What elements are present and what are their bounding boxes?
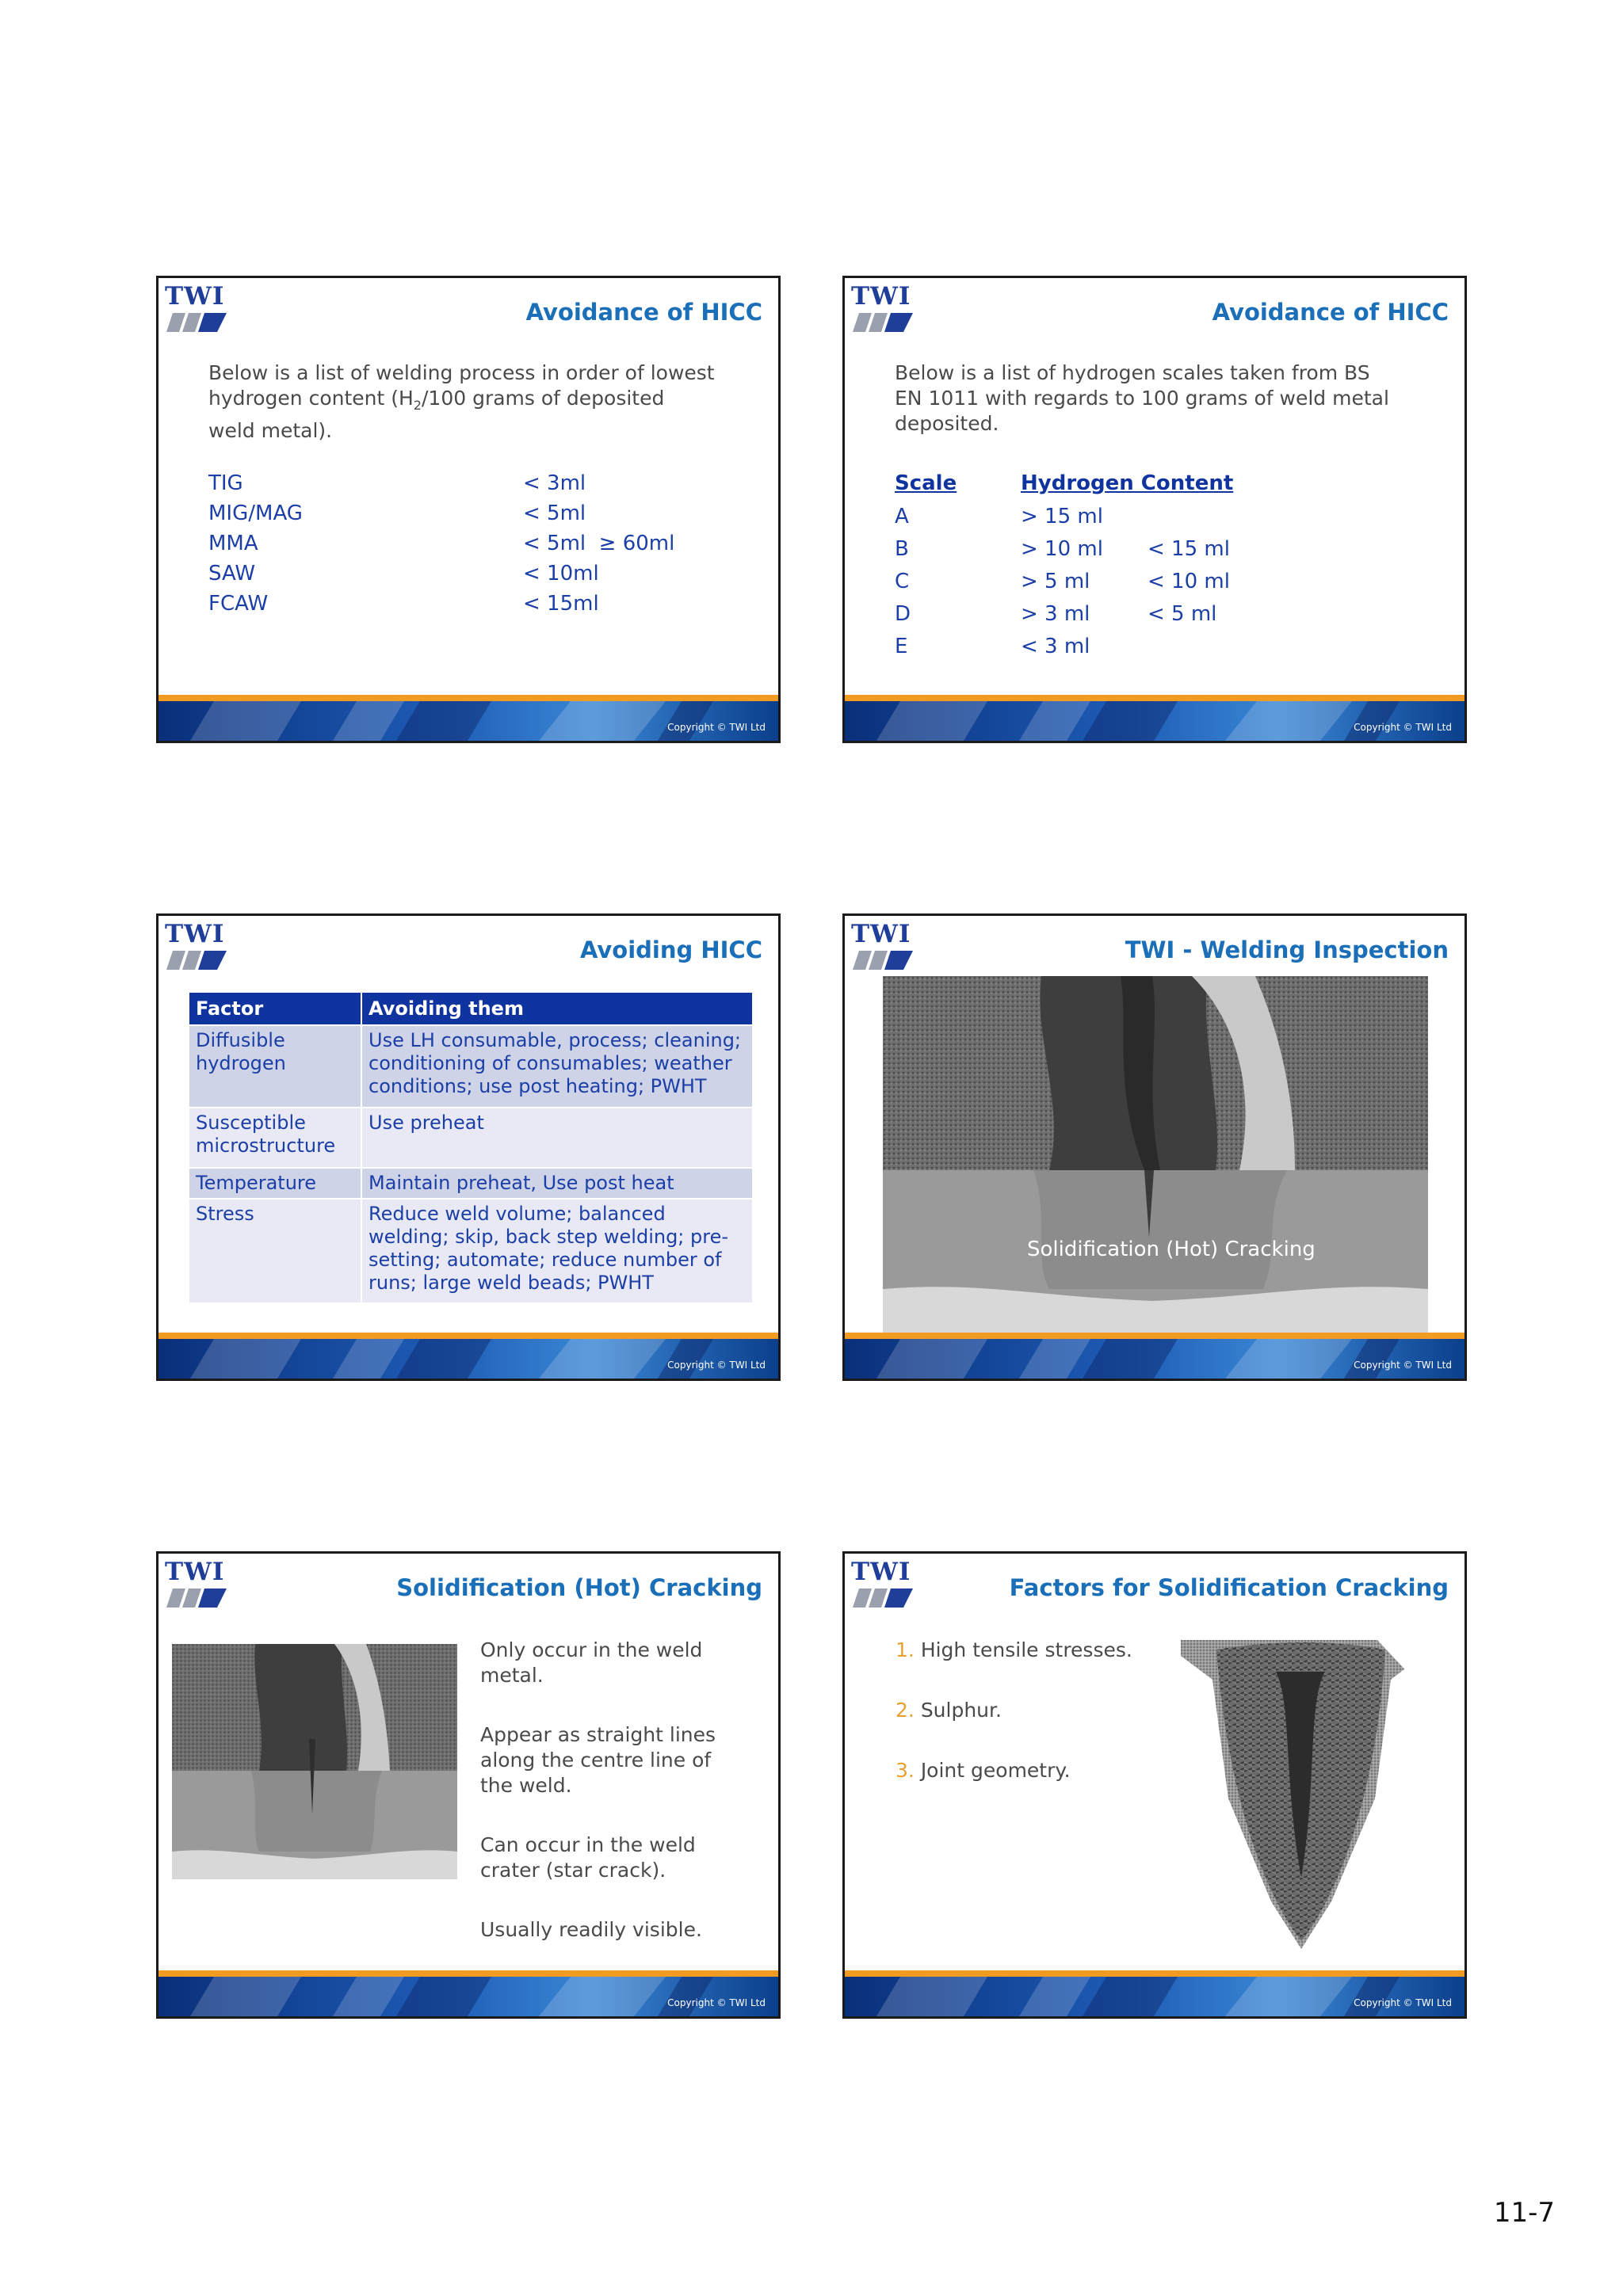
- slide-title: Avoidance of HICC: [1212, 299, 1449, 326]
- copyright-text: Copyright © TWI Ltd: [667, 1997, 766, 2008]
- factor-cell: Susceptible microstructure: [189, 1108, 361, 1168]
- slide-solidification-cracking: [156, 1551, 781, 2019]
- col-header-scale: Scale: [895, 471, 957, 495]
- slide-footer: [158, 1333, 778, 1379]
- list-item: [896, 1638, 1132, 1663]
- slide-title: Solidification (Hot) Cracking: [396, 1574, 762, 1601]
- process-value: < 3ml: [523, 471, 586, 495]
- factor-table: [188, 991, 754, 1304]
- slide-footer: [845, 695, 1465, 741]
- slide-intro: Below is a list of welding process in order of lowest hydrogen content ($H_2/100$ grams of deposited weld metal).: [208, 361, 715, 442]
- factor-cell: Temperature: [189, 1168, 361, 1199]
- list-number: 1.: [896, 1638, 915, 1661]
- avoid-cell: Use preheat: [361, 1108, 753, 1168]
- bullet-text: Can occur in the weld crater (star crack).: [480, 1833, 696, 1882]
- slide-title: Avoiding HICC: [579, 936, 762, 963]
- logo-text: TWI: [165, 1558, 225, 1586]
- process-name: SAW: [208, 562, 256, 585]
- avoid-cell: Maintain preheat, Use post heat: [361, 1168, 753, 1199]
- list-text: High tensile stresses.: [920, 1638, 1132, 1661]
- slide-welding-inspection: [842, 913, 1467, 1381]
- page-number: 11-7: [1493, 2197, 1555, 2229]
- list-text: Joint geometry.: [920, 1759, 1071, 1782]
- twi-logo: [165, 284, 228, 334]
- slide-avoiding-hicc-table: [156, 913, 781, 1381]
- weld-crack-photo: [172, 1644, 457, 1879]
- list-item: [896, 1698, 1002, 1723]
- logo-stripes-icon: [853, 951, 913, 970]
- scale-min: > 3 ml: [1021, 602, 1090, 626]
- bullet-text: Appear as straight lines along the centre line of the weld.: [480, 1723, 716, 1797]
- slide-avoidance-hicc-scales: [842, 276, 1467, 743]
- logo-stripes-icon: [853, 313, 913, 332]
- scale-min: < 3 ml: [1021, 635, 1090, 658]
- scale-max: < 15 ml: [1148, 537, 1230, 561]
- list-text: Sulphur.: [920, 1699, 1002, 1722]
- table-header-row: [189, 992, 753, 1025]
- list-number: 2.: [896, 1699, 915, 1722]
- avoid-cell: Use LH consumable, process; cleaning; conditioning of consumables; weather conditions; use post heating; PWHT: [361, 1025, 753, 1108]
- scale-max: < 5 ml: [1148, 602, 1217, 626]
- copyright-text: Copyright © TWI Ltd: [667, 1360, 766, 1371]
- slide-footer: [158, 1970, 778, 2016]
- table-header: Factor: [189, 992, 361, 1025]
- twi-logo: [851, 1560, 915, 1609]
- copyright-text: Copyright © TWI Ltd: [1354, 1997, 1452, 2008]
- scale-min: > 5 ml: [1021, 570, 1090, 593]
- table-row: [189, 1108, 753, 1168]
- avoid-cell: Reduce weld volume; balanced welding; skip, back step welding; pre-setting; automate; reduce number of runs; large weld beads; PWHT: [361, 1199, 753, 1303]
- slide-title: Avoidance of HICC: [525, 299, 762, 326]
- weld-macro-photo: [1181, 1640, 1422, 1955]
- process-value: < 5ml: [523, 502, 586, 525]
- process-name: TIG: [208, 471, 243, 495]
- list-item: [896, 1758, 1071, 1783]
- logo-text: TWI: [165, 920, 225, 948]
- process-value: < 15ml: [523, 592, 599, 616]
- twi-logo: [165, 1560, 228, 1609]
- copyright-text: Copyright © TWI Ltd: [1354, 1360, 1452, 1371]
- process-value: < 5ml ≥ 60ml: [523, 532, 675, 555]
- table-row: [189, 1025, 753, 1108]
- bullet-text: Usually readily visible.: [480, 1918, 702, 1941]
- bullet-text: Only occur in the weld metal.: [480, 1638, 703, 1687]
- weld-crack-photo: [883, 976, 1428, 1334]
- slide-footer: [158, 695, 778, 741]
- logo-stripes-icon: [166, 951, 227, 970]
- logo-stripes-icon: [166, 313, 227, 332]
- scale-letter: B: [895, 537, 909, 561]
- scale-max: < 10 ml: [1148, 570, 1230, 593]
- logo-text: TWI: [851, 1558, 911, 1586]
- factor-cell: Diffusible hydrogen: [189, 1025, 361, 1108]
- twi-logo: [165, 922, 228, 971]
- logo-text: TWI: [165, 282, 225, 311]
- slide-intro: Below is a list of hydrogen scales taken from BS EN 1011 with regards to 100 grams of weld metal deposited.: [895, 361, 1389, 435]
- logo-stripes-icon: [853, 1589, 913, 1608]
- slide-footer: [845, 1333, 1465, 1379]
- twi-logo: [851, 922, 915, 971]
- process-name: FCAW: [208, 592, 269, 616]
- table-header: Avoiding them: [361, 992, 753, 1025]
- logo-text: TWI: [851, 920, 911, 948]
- slide-avoidance-hicc-processes: [156, 276, 781, 743]
- process-name: MIG/MAG: [208, 502, 303, 525]
- process-name: MMA: [208, 532, 258, 555]
- scale-letter: A: [895, 505, 909, 528]
- factor-cell: Stress: [189, 1199, 361, 1303]
- scale-letter: C: [895, 570, 910, 593]
- process-value: < 10ml: [523, 562, 599, 585]
- table-row: [189, 1199, 753, 1303]
- logo-text: TWI: [851, 282, 911, 311]
- slide-factors-solidification-cracking: [842, 1551, 1467, 2019]
- slide-title: TWI - Welding Inspection: [1125, 936, 1449, 963]
- list-number: 3.: [896, 1759, 915, 1782]
- twi-logo: [851, 284, 915, 334]
- table-row: [189, 1168, 753, 1199]
- scale-min: > 10 ml: [1021, 537, 1103, 561]
- copyright-text: Copyright © TWI Ltd: [667, 722, 766, 733]
- slide-title: Factors for Solidification Cracking: [1009, 1574, 1449, 1601]
- slide-footer: [845, 1970, 1465, 2016]
- scale-min: > 15 ml: [1021, 505, 1103, 528]
- copyright-text: Copyright © TWI Ltd: [1354, 722, 1452, 733]
- logo-stripes-icon: [166, 1589, 227, 1608]
- scale-letter: E: [895, 635, 908, 658]
- photo-caption: Solidification (Hot) Cracking: [1027, 1238, 1316, 1261]
- col-header-hydrogen-content: Hydrogen Content: [1021, 471, 1234, 495]
- scale-letter: D: [895, 602, 911, 626]
